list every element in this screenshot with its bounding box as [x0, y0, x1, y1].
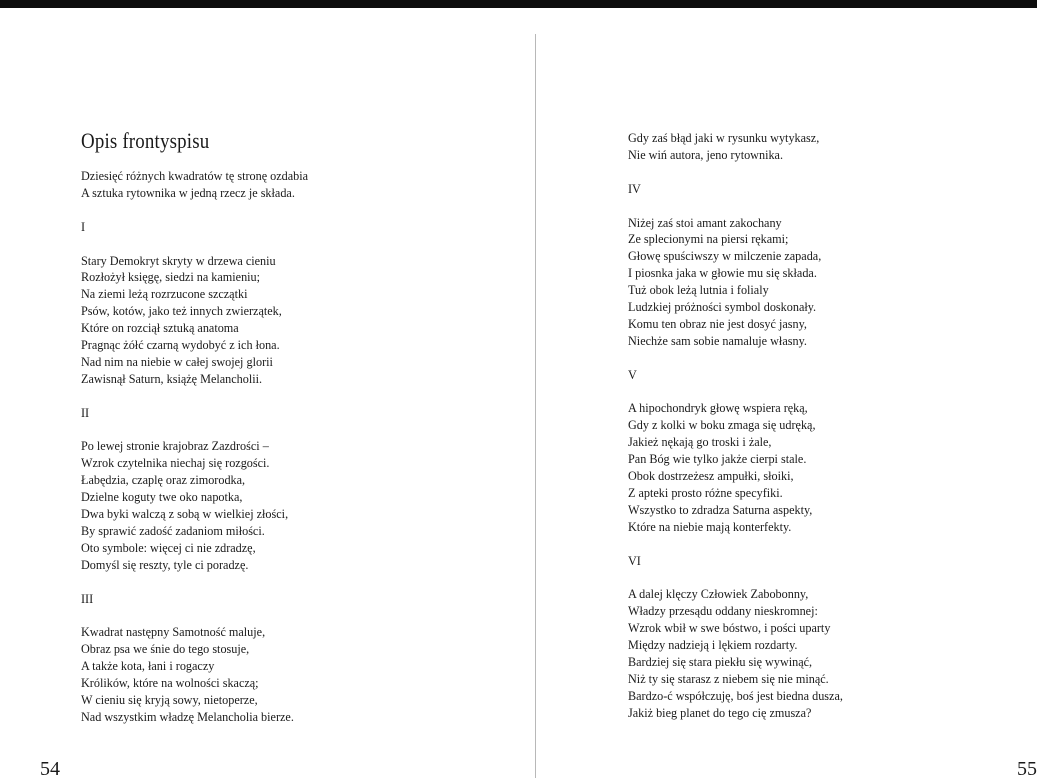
verse-line: Gdy zaś błąd jaki w rysunku wytykasz, — [628, 131, 820, 145]
verse-line: Pan Bóg wie tylko jakże cierpi stale. — [628, 452, 807, 467]
section-numeral: I — [81, 219, 86, 234]
page-title: Opis frontyspisu — [81, 128, 210, 153]
section-numeral: IV — [628, 181, 641, 196]
verse-line: Niechże sam sobie namaluje własny. — [628, 333, 807, 348]
verse-line: Po lewej stronie krajobraz Zazdrości – — [81, 439, 269, 454]
verse-line: Obok dostrzeżesz ampułki, słoiki, — [628, 469, 794, 484]
verse-line: Niżej zaś stoi amant zakochany — [628, 215, 782, 230]
left-sections — [81, 219, 501, 726]
verse-line: A dalej klęczy Człowiek Zabobonny, — [628, 587, 809, 602]
verse-line: Nad nim na niebie w całej swojej glorii — [81, 354, 273, 369]
intro-stanza — [81, 168, 501, 202]
stanza — [81, 624, 501, 725]
verse-line: Gdy z kolki w boku zmaga się udręką, — [628, 418, 816, 433]
verse-line: Które on rozciął sztuką anatoma — [81, 321, 239, 336]
verse-line: Zawisnął Saturn, książę Melancholii. — [81, 371, 263, 386]
verse-line: Jakież nękają go troski i żale, — [628, 435, 772, 450]
left-page — [81, 128, 501, 726]
right-sections — [628, 181, 1028, 722]
verse-line: Nad wszystkim władzę Melancholia bierze. — [81, 709, 294, 724]
stanza — [81, 438, 501, 573]
verse-line: Które na niebie mają konterfekty. — [628, 519, 792, 534]
verse-line: Komu ten obraz nie jest dosyć jasny, — [628, 316, 807, 331]
stanza — [81, 253, 501, 388]
verse-line: I piosnka jaka w głowie mu się składa. — [628, 266, 817, 281]
section-numeral: II — [81, 405, 90, 420]
verse-line: Między nadzieją i lękiem rozdarty. — [628, 638, 798, 653]
verse-line: A sztuka rytownika w jedną rzecz je składa. — [81, 185, 295, 200]
verse-line: Wszystko to zdradza Saturna aspekty, — [628, 502, 813, 517]
verse-line: Łabędzia, czaplę oraz zimorodka, — [81, 473, 246, 488]
verse-line: Kwadrat następny Samotność maluje, — [81, 625, 266, 640]
verse-line: Nie wiń autora, jeno rytownika. — [628, 147, 784, 162]
stanza — [628, 586, 1028, 721]
stanza — [628, 400, 1028, 535]
section-numeral: V — [628, 367, 637, 382]
verse-line: Jakiż bieg planet do tego cię zmusza? — [628, 705, 812, 720]
verse-line: Władzy przesądu oddany nieskromnej: — [628, 604, 818, 619]
verse-line: Na ziemi leżą rozrzucone szczątki — [81, 287, 248, 302]
verse-line: Psów, kotów, jako też innych zwierzątek, — [81, 304, 282, 319]
section-numeral: III — [81, 591, 94, 606]
verse-line: Niż ty się starasz z niebem się nie minąć. — [628, 671, 829, 686]
verse-line: Dwa byki walczą z sobą w wielkiej złości, — [81, 507, 289, 522]
verse-line: Stary Demokryt skryty w drzewa cieniu — [81, 253, 276, 268]
verse-line: Tuż obok leżą lutnia i folialy — [628, 283, 769, 298]
verse-line: Obraz psa we śnie do tego stosuje, — [81, 642, 250, 657]
verse-line: Z apteki prosto różne specyfiki. — [628, 485, 783, 500]
verse-line: Wzrok czytelnika niechaj się rozgości. — [81, 456, 270, 471]
verse-line: Bardzo-ć współczuję, boś jest biedna dusza, — [628, 688, 843, 703]
verse-line: Wzrok wbił w swe bóstwo, i pości uparty — [628, 621, 831, 636]
verse-line: A także kota, łani i rogaczy — [81, 659, 215, 674]
verse-line: Oto symbole: więcej ci nie zdradzę, — [81, 540, 256, 555]
verse-line: Rozłożył księgę, siedzi na kamieniu; — [81, 270, 261, 285]
verse-line: Głowę spuściwszy w milczenie zapada, — [628, 249, 822, 264]
page-number-left: 54 — [40, 758, 60, 780]
verse-line: By sprawić zadość zadaniom miłości. — [81, 523, 265, 538]
verse-line: Pragnąc żółć czarną wydobyć z ich łona. — [81, 338, 280, 353]
intro-stanza — [628, 130, 1028, 164]
verse-line: Dziesięć różnych kwadratów tę stronę ozdabia — [81, 169, 309, 183]
right-page — [628, 130, 1028, 722]
verse-line: A hipochondryk głowę wspiera ręką, — [628, 401, 808, 416]
top-scan-border — [0, 0, 1037, 8]
book-gutter — [535, 34, 536, 778]
page-number-right: 55 — [1017, 758, 1037, 780]
verse-line: Dzielne koguty twe oko napotka, — [81, 490, 243, 505]
section-numeral: VI — [628, 553, 641, 568]
verse-line: Bardziej się stara piekłu się wywinąć, — [628, 655, 813, 669]
verse-line: Królików, które na wolności skaczą; — [81, 676, 259, 691]
verse-line: Domyśl się reszty, tyle ci poradzę. — [81, 557, 249, 572]
stanza — [628, 215, 1028, 350]
verse-line: Ludzkiej próżności symbol doskonały. — [628, 300, 817, 315]
verse-line: Ze splecionymi na piersi rękami; — [628, 232, 789, 247]
verse-line: W cieniu się kryją sowy, nietoperze, — [81, 693, 258, 707]
